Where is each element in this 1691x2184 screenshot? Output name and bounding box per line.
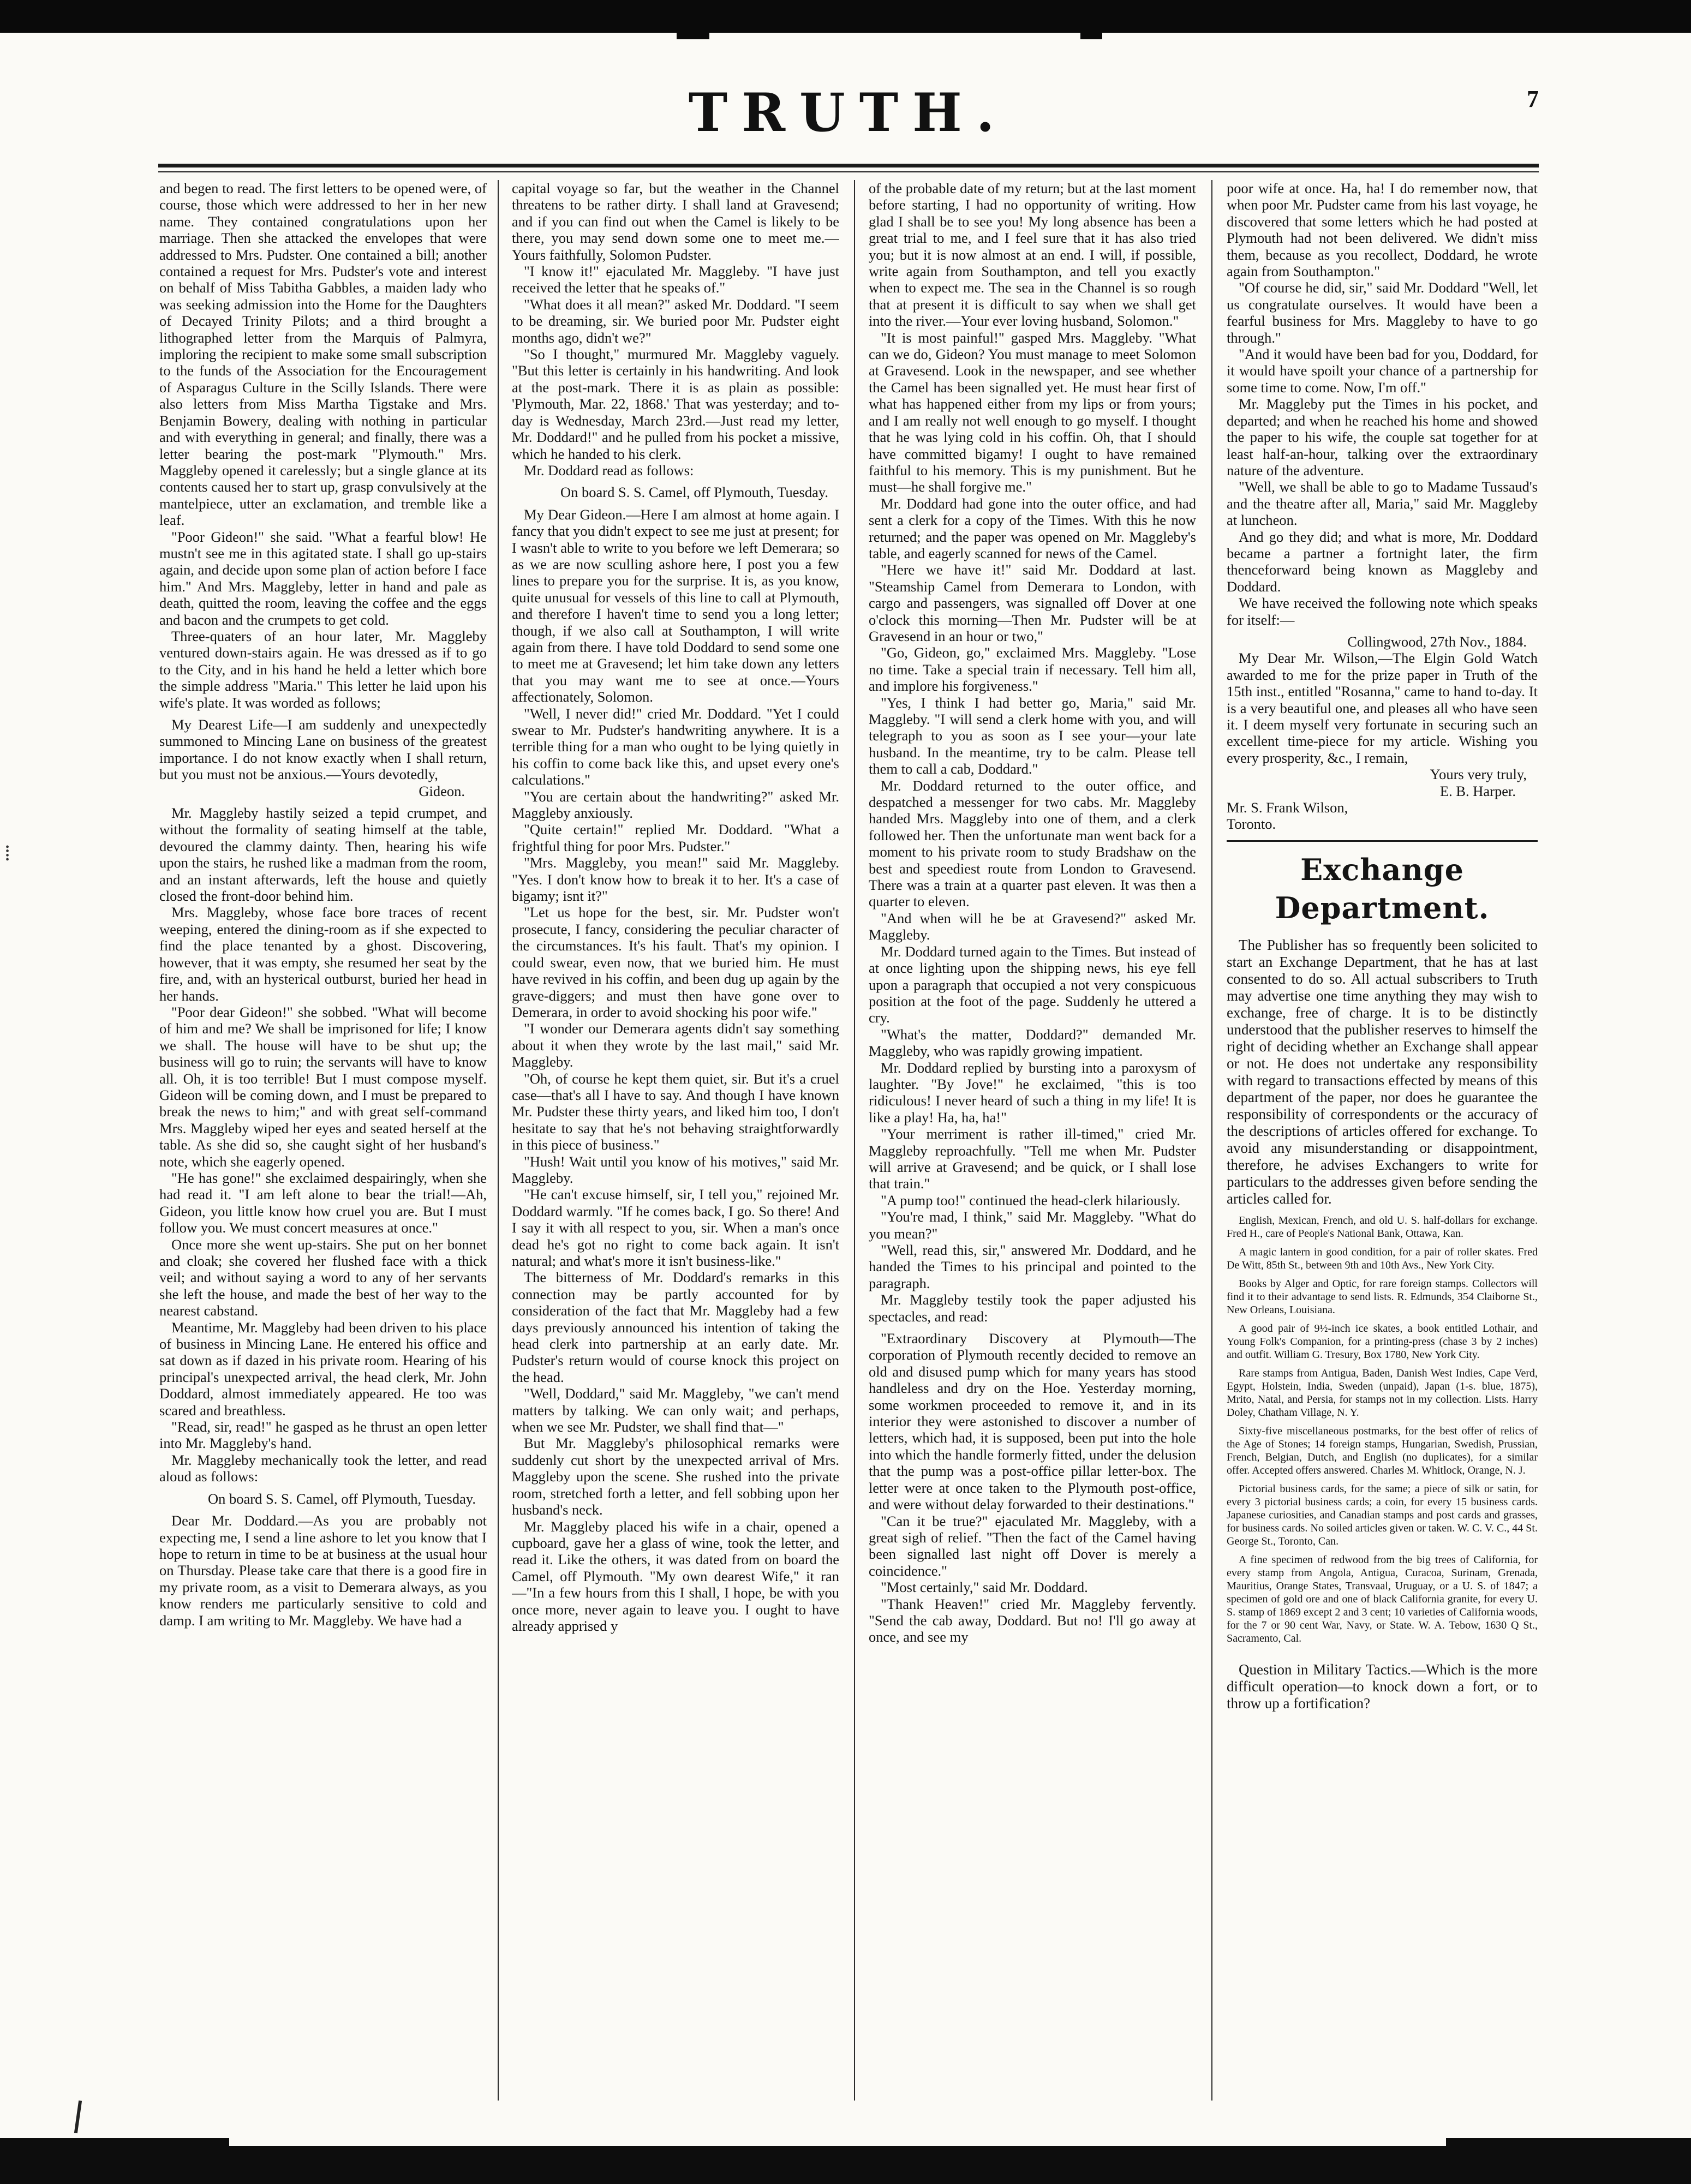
scan-speck xyxy=(677,32,709,39)
paragraph: Mr. Maggleby put the Times in his pocket, and departed; and when he reached his home and showed the paper to his wife, the couple sat together for at least half-an-hour, talking over the extraordinary nature of the adventure. xyxy=(1227,396,1538,478)
paragraph: "Thank Heaven!" cried Mr. Maggleby fervently. "Send the cab away, Doddard. But no! I'll go away at once, and see my xyxy=(869,1595,1196,1646)
paragraph: and begen to read. The first letters to be opened were, of course, those which were addressed to her in her new name. They contained congratulations upon her marriage. Then she attacked the envelopes that were addressed to Mrs. Pudster. One contained a bill; another contained a request for Mrs. Pudster's vote and interest on behalf of Miss Tabitha Gabbles, a maiden lady who was seeking admission into the Home for the Daughters of Decayed Trinity Pilots; and a third brought a lithographed letter from the Marquis of Palmyra, imploring the recipient to make some small subscription to the funds of the Association for the Encouragement of Asparagus Culture in the Scilly Islands. There were also letters from Miss Martha Tigstake and Mrs. Benjamin Bowery, dealing with nothing in particular and with everything in general; and finally, there was a letter bearing the post-mark "Plymouth." Mrs. Maggleby opened it carelessly; but a single glance at its contents caused her to start up, grasp convulsively at the mantelpiece, utter an exclamation, and tremble like a leaf. xyxy=(159,180,487,529)
exchange-intro: The Publisher has so frequently been solicited to start an Exchange Department, that he has at last consented to do so. All actual subscribers to Truth may advertise one time anything they may wish to exchange, free of charge. It is to be distinctly understood that the publisher reserves to himself the right of deciding whether an Exchange shall appear or not. He does not undertake any responsibility with regard to transactions effected by means of this department of the paper, nor does he guarantee the responsibility of correspondents or the accuracy of the descriptions of articles offered for exchange. To avoid any misunderstanding or disappointment, therefore, he advises Exchangers to write for particulars to the addresses given before sending the articles called for. xyxy=(1227,936,1538,1207)
paragraph: Mrs. Maggleby, whose face bore traces of recent weeping, entered the dining-room as if she expected to find the place tenanted by a ghost. Discovering, however, that it was empty, she resumed her seat by the fire, and, with an hysterical outburst, buried her head in her hands. xyxy=(159,904,487,1004)
exchange-ad: Rare stamps from Antigua, Baden, Danish West Indies, Cape Verd, Egypt, Holstein, India, Sweden (unpaid), Japan (1-s. blue, 1875), Mrito, Natal, and Persia, for stamps not in my collection. Lists. Harry Doley, Chatham Village, N. Y. xyxy=(1227,1367,1538,1419)
paragraph: of the probable date of my return; but at the last moment before starting, I had no opportunity of writing. How glad I shall be to see you! My long absence has been a great trial to me, and I feel sure that it has also tried you; but it is now almost at an end. I will, if possible, write again from Southampton, and tell you exactly when to expect me. The sea in the Channel is so rough that at present it is difficult to say when we shall get into the river.—Your ever loving husband, Solomon." xyxy=(869,180,1196,330)
exchange-ad: Books by Alger and Optic, for rare foreign stamps. Collectors will find it to their advantage to send lists. R. Edmunds, 354 Claiborne St., New Orleans, Louisiana. xyxy=(1227,1277,1538,1316)
paragraph: Mr. Maggleby hastily seized a tepid crumpet, and without the formality of seating himself at the table, devoured the clammy dainty. Then, hearing his wife upon the stairs, he rushed like a madman from the room, and an instant afterwards, left the house and quietly closed the front-door behind him. xyxy=(159,805,487,905)
paragraph: "Yes, I think I had better go, Maria," said Mr. Maggleby. "I will send a clerk home with you, and will telegraph to you as soon as I see your—your late husband. In the meantime, try to be calm. Please tell them to call a cab, Doddard." xyxy=(869,694,1196,777)
paragraph: "I know it!" ejaculated Mr. Maggleby. "I have just received the letter that he speaks of." xyxy=(512,263,839,296)
column-divider xyxy=(1211,180,1212,2101)
paragraph: "Mrs. Maggleby, you mean!" said Mr. Maggleby. "Yes. I don't know how to break it to her. It's a case of bigamy; isnt it?" xyxy=(512,854,839,905)
paragraph: We have received the following note which speaks for itself:— xyxy=(1227,595,1538,628)
exchange-ad: A fine specimen of redwood from the big trees of California, for every stamp from Angola, Antigua, Curacoa, Surinam, Grenada, Mauritius, Orange States, Transvaal, Uruguay, or a U. S. of 1847; a specimen of gold ore and one of black California granite, for every U. S. stamp of 1869 except 2 and 3 cent; 10 varieties of California woods, for the 7 or 90 cent War, Navy, or State. W. A. Tebow, 1630 Q St., Sacramento, Cal. xyxy=(1227,1553,1538,1644)
paragraph: On board S. S. Camel, off Plymouth, Tuesday. xyxy=(560,484,828,501)
paragraph: Mr. Doddard had gone into the outer office, and had sent a clerk for a copy of the Times. With this he now returned; and the paper was opened on Mr. Maggleby's table, and eagerly scanned for news of the Camel. xyxy=(869,495,1196,561)
margin-mark: ⁞ xyxy=(4,841,11,865)
paragraph: "What does it all mean?" asked Mr. Doddard. "I seem to be dreaming, sir. We buried poor Mr. Pudster eight months ago, didn't we?" xyxy=(512,296,839,346)
exchange-ad: A good pair of 9½-inch ice skates, a book entitled Lothair, and Young Folk's Companion, for a printing-press (chase 3 by 2 inches) and outfit. William G. Tresury, Box 1780, New York City. xyxy=(1227,1322,1538,1361)
paragraph: "So I thought," murmured Mr. Maggleby vaguely. "But this letter is certainly in his handwriting. And look at the post-mark. There it is as plain as possible: 'Plymouth, Mar. 22, 1868.' That was yesterday; and to-day is Wednesday, March 23rd.—Just read my letter, Mr. Doddard!" and he pulled from his pocket a missive, which he handed to his clerk. xyxy=(512,346,839,462)
paragraph: Mr. Doddard replied by bursting into a paroxysm of laughter. "By Jove!" he exclaimed, "this is too ridiculous! I never heard of such a thing in my life! It is like a play! Ha, ha, ha!" xyxy=(869,1059,1196,1126)
paragraph: "Read, sir, read!" he gasped as he thrust an open letter into Mr. Maggleby's hand. xyxy=(159,1419,487,1452)
column-1 xyxy=(159,180,487,2101)
paragraph: "Well, Doddard," said Mr. Maggleby, "we can't mend matters by talking. We can only wait; and perhaps, when we see Mr. Pudster, we shall find that—" xyxy=(512,1385,839,1435)
paragraph: "Quite certain!" replied Mr. Doddard. "What a frightful thing for poor Mrs. Pudster." xyxy=(512,821,839,854)
paragraph: "Well, we shall be able to go to Madame Tussaud's and the theatre after all, Maria," said Mr. Maggleby at luncheon. xyxy=(1227,478,1538,529)
paragraph: "What's the matter, Doddard?" demanded Mr. Maggleby, who was rapidly growing impatient. xyxy=(869,1026,1196,1060)
paragraph: "Here we have it!" said Mr. Doddard at last. "Steamship Camel from Demerara to London, with cargo and passengers, was signalled off Dover at one o'clock this morning—Then Mr. Pudster will be at Gravesend in an hour or two," xyxy=(869,561,1196,644)
exchange-ad: A magic lantern in good condition, for a pair of roller skates. Fred De Witt, 85th St., between 9th and 10th Avs., New York City. xyxy=(1227,1246,1538,1271)
paragraph: "Poor dear Gideon!" she sobbed. "What will become of him and me? We shall be imprisoned for life; I know we shall. The house will have to be shut up; the business will go to ruin; the servants will have to know all. Oh, it is too terrible! But I must compose myself. Gideon will be coming down, and I must be prepared to break the news to him;" and with great self-command Mrs. Maggleby wiped her eyes and seated herself at the table. As she did so, she caught sight of her husband's note, which she eagerly opened. xyxy=(159,1003,487,1170)
paragraph: Mr. Maggleby testily took the paper adjusted his spectacles, and read: xyxy=(869,1291,1196,1325)
paragraph: "Let us hope for the best, sir. Mr. Pudster won't prosecute, I fancy, considering the peculiar character of the circumstances. It's his fault. That's my opinion. I could swear, even now, that we buried him. He must have revived in his coffin, and been dug up again by the grave-diggers; and must then have gone over to Demerara, in order to avoid shocking his poor wife." xyxy=(512,904,839,1020)
exchange-ads xyxy=(1227,1214,1538,1645)
paragraph: Meantime, Mr. Maggleby had been driven to his place of business in Mincing Lane. He entered his office and sat down as if dazed in his private room. Hearing of his principal's unexpected arrival, the head clerk, Mr. John Doddard, almost immediately appeared. He too was scared and breathless. xyxy=(159,1319,487,1419)
paragraph: "Go, Gideon, go," exclaimed Mrs. Maggleby. "Lose no time. Take a special train if necessary. Tell him all, and implore his forgiveness." xyxy=(869,644,1196,695)
paragraph: "Hush! Wait until you know of his motives," said Mr. Maggleby. xyxy=(512,1153,839,1186)
paragraph: Mr. Doddard turned again to the Times. But instead of at once lighting upon the shipping news, his eye fell upon a paragraph that occupied a not very conspicuous position at the foot of the page. Suddenly he uttered a cry. xyxy=(869,943,1196,1026)
paragraph: Collingwood, 27th Nov., 1884. xyxy=(1347,633,1527,650)
paragraph: "Most certainly," said Mr. Doddard. xyxy=(881,1579,1088,1596)
paragraph: "Well, read this, sir," answered Mr. Doddard, and he handed the Times to his principal and pointed to the paragraph. xyxy=(869,1242,1196,1291)
paragraph: "Your merriment is rather ill-timed," cried Mr. Maggleby reproachfully. "Tell me when Mr. Pudster will arrive at Gravesend; and be quick, or I shall lose that train." xyxy=(869,1126,1196,1192)
paragraph: poor wife at once. Ha, ha! I do remember now, that when poor Mr. Pudster came from his last voyage, he discovered that some letters which he had posted at Plymouth had not been delivered. We didn't miss them, because as you recollect, Doddard, he wrote again from Southampton." xyxy=(1227,180,1538,280)
paragraph: But Mr. Maggleby's philosophical remarks were suddenly cut short by the unexpected arrival of Mrs. Maggleby upon the scene. She rushed into the private room, stretched forth a letter, and fell sobbing upon her husband's neck. xyxy=(512,1435,839,1518)
paragraph: Mr. Doddard returned to the outer office, and despatched a messenger for two cabs. Mr. Maggleby handed Mrs. Maggleby into one of them, and a clerk followed her. Then the unfortunate man went back for a moment to his private room to study Bradshaw on the best and speediest route from London to Gravesend. There was a train at a quarter past eleven. It was then a quarter to eleven. xyxy=(869,777,1196,910)
paragraph: "And it would have been bad for you, Doddard, for it would have spoilt your chance of a partnership for some time to come. Now, I'm off." xyxy=(1227,346,1538,396)
paragraph: E. B. Harper. xyxy=(1439,782,1516,799)
paragraph: "He has gone!" she exclaimed despairingly, when she had read it. "I am left alone to bear the trial!—Ah, Gideon, you little know how cruel you are. But I must follow you. We must concert measures at once." xyxy=(159,1169,487,1236)
paragraph: capital voyage so far, but the weather in the Channel threatens to be rather dirty. I shall land at Gravesend; and if you can find out when the Camel is likely to be there, you may send down some one to meet me.—Yours faithfully, Solomon Pudster. xyxy=(512,180,839,263)
story-conclusion xyxy=(1227,180,1538,833)
paragraph: And go they did; and what is more, Mr. Doddard became a partner a fortnight later, the firm thenceforward being known as Maggleby and Doddard. xyxy=(1227,528,1538,595)
paragraph: Gideon. xyxy=(419,782,465,799)
paragraph: Toronto. xyxy=(1227,816,1276,833)
military-tactics-question: Question in Military Tactics.—Which is the more difficult operation—to knock down a fort, or to throw up a fortification? xyxy=(1227,1661,1538,1712)
paragraph: Once more she went up-stairs. She put on her bonnet and cloak; she covered her flushed face with a thick veil; and without saying a word to any of her servants she left the house, and made the best of her way to the nearest cabstand. xyxy=(159,1236,487,1319)
paragraph: "Well, I never did!" cried Mr. Doddard. "Yet I could swear to Mr. Pudster's handwriting anywhere. It is a terrible thing for a man who ought to be lying quietly in his coffin to come back like this, and upset every one's calculations." xyxy=(512,705,839,788)
column-4 xyxy=(1227,180,1538,2101)
paragraph: Mr. Maggleby placed his wife in a chair, opened a cupboard, gave her a glass of wine, took the letter, and read it. Like the others, it was dated from on board the Camel, off Plymouth. "My own dearest Wife," it ran—"In a few hours from this I shall, I hope, be with you once more, never again to leave you. I ought to have already apprised y xyxy=(512,1518,839,1634)
top-scan-border xyxy=(0,0,1691,33)
paragraph: My Dear Gideon.—Here I am almost at home again. I fancy that you didn't expect to see me just at present; for I wasn't able to write to you before we left Demerara; so as we are now sculling ashore here, I post you a few lines to prepare you for the surprise. It is, as you know, quite unusual for vessels of this line to call at Plymouth, and therefore I haven't time to send you a long letter; though, if we also call at Southampton, I will write again from there. I have told Doddard to send some one to meet me at Gravesend; let him take down any letters that you may want me to see at once.—Yours affectionately, Solomon. xyxy=(512,506,839,705)
paragraph: The bitterness of Mr. Doddard's remarks in this connection may be partly accounted for by consideration of the fact that Mr. Maggleby had a few days previously announced his intention of taking the head clerk into partnership at an early date. Mr. Pudster's return would of course knock this project on the head. xyxy=(512,1269,839,1385)
masthead-rule-thick xyxy=(158,164,1539,167)
paragraph: Mr. S. Frank Wilson, xyxy=(1227,799,1348,816)
paragraph: Yours very truly, xyxy=(1430,766,1527,783)
column-3 xyxy=(869,180,1196,2101)
paragraph: "Can it be true?" ejaculated Mr. Maggleby, with a great sigh of relief. "Then the fact of the Camel having been signalled last night off Dover is merely a coincidence." xyxy=(869,1512,1196,1579)
paragraph: My Dearest Life—I am suddenly and unexpectedly summoned to Mincing Lane on business of the greatest importance. I do not know exactly when I shall return, but you must not be anxious.—Yours devotedly, xyxy=(159,716,487,783)
margin-tick xyxy=(74,2101,82,2133)
paragraph: Three-quaters of an hour later, Mr. Maggleby ventured down-stairs again. He was dressed as if to go to the City, and in his hand he held a letter which bore the simple address "Maria." This letter he laid upon his wife's plate. It was worded as follows; xyxy=(159,627,487,711)
paragraph: "It is most painful!" gasped Mrs. Maggleby. "What can we do, Gideon? You must manage to meet Solomon at Gravesend. Look in the newspaper, and see whether the Camel has been signalled yet. He must hear first of what has happened either from my lips or from yours; and I am really not well enough to go myself. I thought that he was lying cold in his coffin. Oh, that I should have committed bigamy! I ought to have remained faithful to his memory. This is my punishment. But he must—he shall forgive me." xyxy=(869,329,1196,495)
scan-speck xyxy=(1080,32,1102,39)
paragraph: Dear Mr. Doddard.—As you are probably not expecting me, I send a line ashore to let you know that I hope to return in time to be at business at the usual hour on Thursday. Please take care that there is a good fire in my private room, as a visit to Demerara always, as you know renders me particularly sensitive to cold and damp. I am writing to Mr. Maggleby. We have had a xyxy=(159,1512,487,1629)
paragraph: "He can't excuse himself, sir, I tell you," rejoined Mr. Doddard warmly. "If he comes back, I go. So there! And I say it with all respect to you, sir. When a man's once dead he's got no right to come back again. It isn't natural; and what's more it isn't business-like." xyxy=(512,1186,839,1269)
paragraph: Mr. Doddard read as follows: xyxy=(524,462,694,478)
paragraph: "Of course he did, sir," said Mr. Doddard "Well, let us congratulate ourselves. It would have been a fearful business for Mrs. Maggleby to have to go through." xyxy=(1227,279,1538,346)
bottom-scan-border xyxy=(0,2146,1691,2184)
column-divider xyxy=(498,180,499,2101)
paragraph: My Dear Mr. Wilson,—The Elgin Gold Watch awarded to me for the prize paper in Truth of the 15th inst., entitled "Rosanna," came to hand to-day. It is a very beautiful one, and pleases all who have seen it. I deem myself very fortunate in securing such an excellent time-piece for my article. Wishing you every prosperity, &c., I remain, xyxy=(1227,650,1538,766)
paragraph: "I wonder our Demerara agents didn't say something about it when they wrote by the last mail," said Mr. Maggleby. xyxy=(512,1020,839,1070)
masthead xyxy=(158,82,1539,158)
masthead-rule-thin xyxy=(158,171,1539,172)
exchange-ad: Sixty-five miscellaneous postmarks, for the best offer of relics of the Age of Stones; 14 foreign stamps, Hungarian, Swedish, Prussian, French, Belgian, Dutch, and English (no duplicates), for a similar offer. Accepted offers answered. Charles M. Whitlock, Orange, N. J. xyxy=(1227,1425,1538,1476)
newspaper-title: TRUTH. xyxy=(688,82,1009,143)
page-number: 7 xyxy=(1527,86,1539,112)
paragraph: "A pump too!" continued the head-clerk hilariously. xyxy=(881,1192,1181,1208)
exchange-ad: Pictorial business cards, for the same; a piece of silk or satin, for every 3 pictorial business cards; a coin, for every 15 business cards. Japanese curiosities, and Canadian stamps and post cards and grasses, for business cards. No soiled articles given or taken. W. C. V. C., 44 St. George St., Toronto, Can. xyxy=(1227,1482,1538,1547)
paragraph: "You're mad, I think," said Mr. Maggleby. "What do you mean?" xyxy=(869,1208,1196,1242)
exchange-heading: Exchange Department. xyxy=(1275,852,1490,925)
paragraph: "Extraordinary Discovery at Plymouth—The corporation of Plymouth recently decided to remove an old and disused pump which for many years has stood handleless and dry on the Hoe. Yesterday morning, some workmen proceeded to remove it, and in its interior they were astonished to discover a number of letters, which had, it is supposed, been put into the hole into which the handle formerly fitted, under the delusion that the pump was a post-office pillar letter-box. The letter were at once taken to the Plymouth post-office, and were without delay forwarded to their destinations." xyxy=(869,1330,1196,1513)
paragraph: "Oh, of course he kept them quiet, sir. But it's a cruel case—that's all I have to say. And though I have known Mr. Pudster these thirty years, and liked him too, I don't hesitate to say that he's not behaving straightforwardly in this piece of business." xyxy=(512,1070,839,1153)
exchange-department xyxy=(1227,840,1538,1712)
paragraph: On board S. S. Camel, off Plymouth, Tuesday. xyxy=(207,1490,476,1507)
column-divider xyxy=(854,180,855,2101)
exchange-ad: English, Mexican, French, and old U. S. half-dollars for exchange. Fred H., care of People's National Bank, Ottawa, Kan. xyxy=(1227,1214,1538,1240)
paragraph: "You are certain about the handwriting?" asked Mr. Maggleby anxiously. xyxy=(512,788,839,822)
paragraph: Mr. Maggleby mechanically took the letter, and read aloud as follows: xyxy=(159,1451,487,1485)
paragraph: "Poor Gideon!" she said. "What a fearful blow! He mustn't see me in this agitated state. I shall go up-stairs again, and decide upon some plan of action before I face him." And Mrs. Maggleby, letter in hand and pale as death, quitted the room, leaving the coffee and the eggs and bacon and the crumpets to get cold. xyxy=(159,528,487,628)
paragraph: "And when will he be at Gravesend?" asked Mr. Maggleby. xyxy=(869,909,1196,943)
column-2 xyxy=(512,180,839,2101)
